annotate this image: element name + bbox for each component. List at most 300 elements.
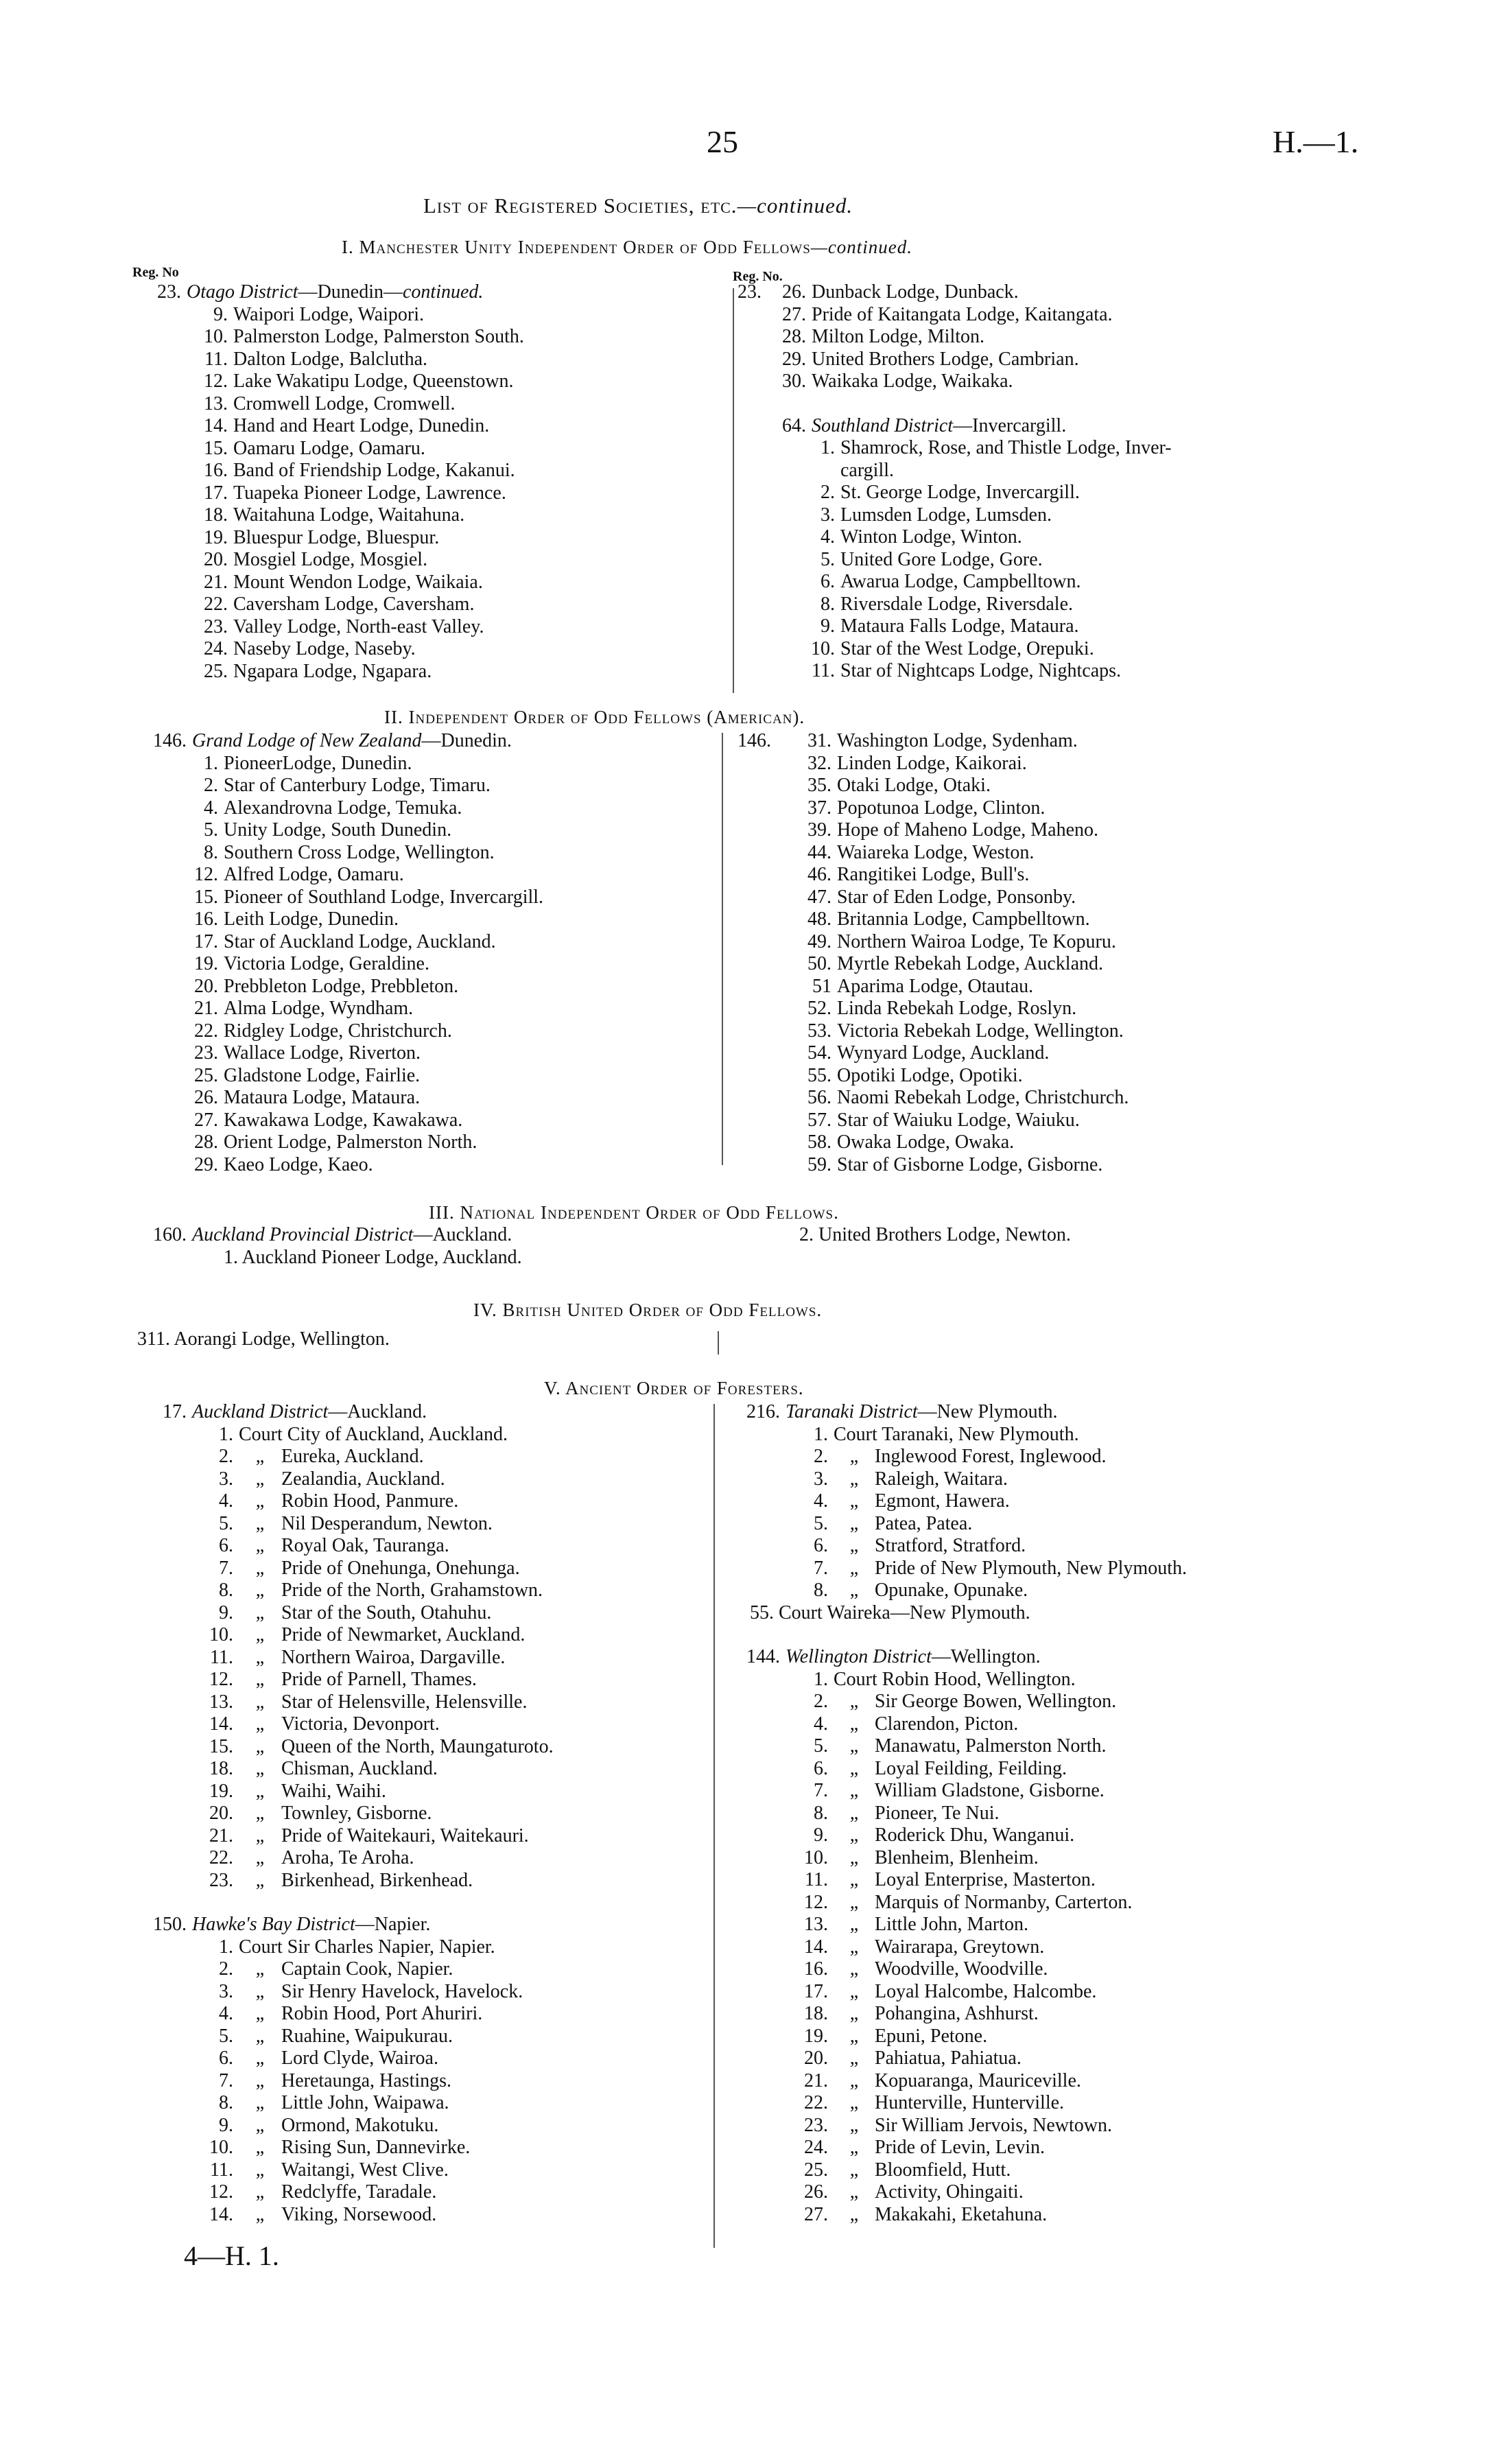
item-number: 26. <box>782 281 806 303</box>
item-text: Alma Lodge, Wyndham. <box>224 998 414 1019</box>
item-text: Ngapara Lodge, Ngapara. <box>233 660 432 682</box>
list-item <box>130 415 734 438</box>
ditto-mark: „ <box>849 1891 859 1913</box>
district-town: —Napier. <box>355 1914 431 1935</box>
list-item <box>137 908 727 931</box>
item-text: Little John, Marton. <box>875 1914 1028 1935</box>
item-text: Lake Wakatipu Lodge, Queenstown. <box>233 371 514 392</box>
item-number: 50. <box>807 953 831 974</box>
item-text: Star of Gisborne Lodge, Gisborne. <box>837 1153 1103 1175</box>
item-text: Epuni, Petone. <box>875 2025 988 2047</box>
reg-number: 144. <box>746 1646 780 1667</box>
ditto-mark: „ <box>849 2181 859 2203</box>
list-item <box>737 1131 1355 1154</box>
ditto-mark: „ <box>849 1557 859 1579</box>
item-number: 28. <box>194 1131 218 1153</box>
item-number: 24. <box>204 638 228 659</box>
list-item <box>737 1824 1355 1847</box>
item-number: 23. <box>204 615 228 637</box>
list-item <box>737 304 1355 327</box>
list-item <box>737 1713 1355 1736</box>
ditto-mark: „ <box>849 2069 859 2091</box>
item-number: 22. <box>209 1847 233 1868</box>
list-item <box>137 2159 720 2182</box>
item-text: Ruahine, Waipukurau. <box>281 2025 453 2047</box>
district-heading <box>137 1401 720 1424</box>
item-text: Activity, Ohingaiti. <box>875 2181 1024 2203</box>
list-item <box>737 1691 1355 1713</box>
list-item <box>137 1758 720 1781</box>
item-text: Mataura Lodge, Mataura. <box>224 1087 421 1108</box>
district-name: Taranaki District <box>786 1401 918 1422</box>
list-item <box>737 549 1355 572</box>
item-text: Alfred Lodge, Oamaru. <box>224 864 404 885</box>
list-item <box>130 504 734 527</box>
list-item <box>737 349 1355 371</box>
ditto-mark: „ <box>849 2137 859 2158</box>
item-text: Sir George Bowen, Wellington. <box>875 1691 1117 1712</box>
item-number: 14. <box>209 1713 233 1735</box>
list-item <box>137 2048 720 2070</box>
item-text: Little John, Waipawa. <box>281 2092 449 2113</box>
item-text: Wynyard Lodge, Auckland. <box>837 1042 1050 1064</box>
district-heading <box>737 1646 1355 1669</box>
list-item <box>130 393 734 416</box>
item-text: Pioneer of Southland Lodge, Invercargill. <box>224 886 544 908</box>
list-item <box>137 2092 720 2115</box>
ditto-mark: „ <box>849 1713 859 1735</box>
item-text: Heretaunga, Hastings. <box>281 2069 452 2091</box>
reg-number: 64. <box>782 414 806 436</box>
ditto-mark: „ <box>255 2203 265 2225</box>
list-item <box>137 1981 720 2004</box>
reg-number: 17. <box>163 1401 187 1422</box>
item-number: 26. <box>194 1087 218 1108</box>
list-item <box>737 504 1355 527</box>
ditto-mark: „ <box>255 1580 265 1601</box>
ditto-mark: „ <box>849 1735 859 1757</box>
item-number: 1. <box>204 752 218 774</box>
list-item <box>737 2092 1355 2115</box>
list-item <box>799 1224 1348 1247</box>
item-text: Pride of Onehunga, Onehunga. <box>281 1557 520 1579</box>
list-item <box>130 438 734 460</box>
item-number: 12. <box>209 2181 233 2203</box>
ditto-mark: „ <box>849 1691 859 1712</box>
list-item <box>737 753 1355 775</box>
item-number: 5. <box>821 548 835 570</box>
item-number: 2. <box>814 1691 828 1712</box>
item-number: 48. <box>807 908 831 930</box>
item-number: 5. <box>204 819 218 841</box>
item-number: 23. <box>804 2114 828 2136</box>
ditto-mark: „ <box>849 1446 859 1467</box>
reg-no-label-right: Reg. No. <box>733 269 783 284</box>
list-item <box>737 1869 1355 1892</box>
item-text: Pride of Parnell, Thames. <box>281 1669 477 1690</box>
item-number: 14. <box>204 415 228 436</box>
item-number: 9. <box>219 1601 233 1623</box>
item-number: 22. <box>804 2092 828 2113</box>
item-text: Washington Lodge, Sydenham. <box>837 730 1078 751</box>
list-item <box>137 2026 720 2048</box>
item-text: Loyal Halcombe, Halcombe. <box>875 1980 1097 2002</box>
ditto-mark: „ <box>255 1490 265 1512</box>
ditto-mark: „ <box>849 1914 859 1935</box>
reg-number: 216. <box>746 1401 780 1422</box>
item-number: 57. <box>807 1109 831 1131</box>
reg-number: 160. <box>153 1224 187 1245</box>
item-text: Alexandrovna Lodge, Temuka. <box>224 797 462 819</box>
item-text: Star of the South, Otahuhu. <box>281 1601 492 1623</box>
list-item <box>130 549 734 572</box>
section-2-left-column <box>137 730 727 1176</box>
item-number: 3. <box>219 1468 233 1490</box>
ditto-mark: „ <box>849 2114 859 2136</box>
ditto-mark: „ <box>255 1446 265 1467</box>
item-text: Patea, Patea. <box>875 1512 973 1534</box>
ditto-mark: „ <box>849 1580 859 1601</box>
item-text: Aroha, Te Aroha. <box>281 1847 414 1868</box>
item-number: 12. <box>194 864 218 885</box>
list-item <box>137 775 727 797</box>
item-text: Pride of Levin, Levin. <box>875 2137 1046 2158</box>
list-item <box>137 1713 720 1736</box>
item-text: Pahiatua, Pahiatua. <box>875 2048 1022 2069</box>
item-text: Caversham Lodge, Caversham. <box>233 594 475 615</box>
list-item <box>737 1735 1355 1758</box>
list-item <box>130 304 734 327</box>
item-text: Kawakawa Lodge, Kawakawa. <box>224 1109 463 1131</box>
item-text: Star of Waiuku Lodge, Waiuku. <box>837 1109 1080 1131</box>
item-text: Bloomfield, Hutt. <box>875 2159 1011 2181</box>
item-number: 52. <box>807 998 831 1019</box>
item-text: Star of Helensville, Helensville. <box>281 1691 528 1713</box>
item-number: 18. <box>804 2003 828 2024</box>
list-item <box>130 616 734 639</box>
list-item <box>737 526 1355 549</box>
item-number: 51 <box>812 975 831 997</box>
list-item <box>137 1624 720 1647</box>
list-item <box>137 1647 720 1669</box>
item-number: 6. <box>814 1757 828 1779</box>
list <box>737 1446 1355 1602</box>
list-item <box>137 1958 720 1981</box>
district-name: Auckland District <box>192 1401 329 1422</box>
item-text: Star of Nightcaps Lodge, Nightcaps. <box>840 660 1122 681</box>
item-text: Orient Lodge, Palmerston North. <box>224 1131 477 1153</box>
reg-number: 23. <box>157 281 181 303</box>
item-text: St. George Lodge, Invercargill. <box>840 482 1080 503</box>
ditto-mark: „ <box>849 2025 859 2047</box>
item-text: Waipori Lodge, Waipori. <box>233 303 425 325</box>
page-title <box>423 193 853 218</box>
item-text: Pride of Waitekauri, Waitekauri. <box>281 1824 529 1846</box>
ditto-mark: „ <box>849 1980 859 2002</box>
list-item <box>737 887 1355 909</box>
item-number: 12. <box>804 1891 828 1913</box>
item-text: Eureka, Auckland. <box>281 1446 424 1467</box>
item-number: 19. <box>804 2025 828 2047</box>
item-number: 4. <box>219 2003 233 2024</box>
list-item <box>137 1154 727 1177</box>
item-number: 1. <box>821 437 835 458</box>
list-item <box>130 527 734 550</box>
item-text: Owaka Lodge, Owaka. <box>837 1131 1015 1153</box>
item-text: Hunterville, Hunterville. <box>875 2092 1065 2113</box>
ditto-mark: „ <box>849 2092 859 2113</box>
list-item <box>737 797 1355 820</box>
item-number: 23. <box>209 1869 233 1891</box>
list-item <box>737 1847 1355 1870</box>
item-number: 12. <box>209 1669 233 1690</box>
item-number: 5. <box>814 1735 828 1757</box>
district-heading <box>137 1914 720 1936</box>
item-number: 11. <box>204 348 228 370</box>
list-item <box>137 1247 727 1269</box>
item-number: 14. <box>804 1936 828 1958</box>
item-number: 20. <box>804 2048 828 2069</box>
item-text: Zealandia, Auckland. <box>281 1468 445 1490</box>
item-text: Kaeo Lodge, Kaeo. <box>224 1153 373 1175</box>
item-text: Opunake, Opunake. <box>875 1580 1028 1601</box>
page-title-text: List of Registered Societies, etc. <box>423 193 737 218</box>
list-item <box>737 819 1355 842</box>
item-text: Aparima Lodge, Otautau. <box>837 975 1034 997</box>
item-text: Raleigh, Waitara. <box>875 1468 1008 1490</box>
item-text: Rising Sun, Dannevirke. <box>281 2137 471 2158</box>
item-number: 47. <box>807 886 831 908</box>
list-item <box>737 1914 1355 1936</box>
item-number: 13. <box>209 1691 233 1713</box>
ditto-mark: „ <box>255 1780 265 1802</box>
list-item <box>737 730 1355 753</box>
list-item <box>737 1110 1355 1132</box>
item-number: 13. <box>204 392 228 414</box>
ditto-mark: „ <box>255 1824 265 1846</box>
item-text: Court Robin Hood, Wellington. <box>834 1668 1076 1690</box>
item-number: 7. <box>219 1557 233 1579</box>
item-number: 19. <box>204 526 228 548</box>
list-item <box>737 2159 1355 2182</box>
item-text: Blenheim, Blenheim. <box>875 1846 1039 1868</box>
item-text: Chisman, Auckland. <box>281 1758 438 1779</box>
item-text: Waiareka Lodge, Weston. <box>837 841 1035 863</box>
item-text: Sir Henry Havelock, Havelock. <box>281 1980 523 2002</box>
list-item <box>137 864 727 887</box>
item-number: 4. <box>821 526 835 548</box>
item-number: 21. <box>209 1824 233 1846</box>
item-number: 19. <box>209 1780 233 1802</box>
ditto-mark: „ <box>849 1936 859 1958</box>
list-item <box>737 1936 1355 1959</box>
item-number: 8. <box>821 593 835 615</box>
ditto-mark: „ <box>255 1535 265 1556</box>
list-item <box>137 797 727 820</box>
item-text: Milton Lodge, Milton. <box>812 326 984 347</box>
item-number: 10. <box>804 1846 828 1868</box>
list-item <box>137 1131 727 1154</box>
item-text: Rangitikei Lodge, Bull's. <box>837 864 1030 885</box>
reg-number: 146. <box>737 730 771 751</box>
ditto-mark: „ <box>255 1958 265 1980</box>
item-text: Queen of the North, Maungaturoto. <box>281 1735 554 1757</box>
item-number: 3. <box>821 504 835 526</box>
list-item <box>130 326 734 349</box>
list-item <box>137 1087 727 1110</box>
section-2-right-column <box>737 730 1355 1176</box>
item-text: Manawatu, Palmerston North. <box>875 1735 1107 1757</box>
section-1-left-column <box>130 281 734 683</box>
ditto-mark: „ <box>255 1646 265 1668</box>
item-text: Loyal Feilding, Feilding. <box>875 1757 1067 1779</box>
item-text: Marquis of Normanby, Carterton. <box>875 1891 1133 1913</box>
list-item <box>137 1468 720 1491</box>
list-item <box>737 437 1355 460</box>
item-number: 3. <box>814 1468 828 1490</box>
list-item <box>137 953 727 976</box>
section-2-heading: II. Independent Order of Odd Fellows (American). <box>384 707 805 727</box>
ditto-mark: „ <box>255 1735 265 1757</box>
item-number: 10. <box>204 326 228 347</box>
item-number: 15. <box>209 1735 233 1757</box>
ditto-mark: „ <box>255 1601 265 1623</box>
item-number: 46. <box>807 864 831 885</box>
item-number: 4. <box>204 797 218 819</box>
item-text: PioneerLodge, Dunedin. <box>224 752 412 774</box>
ditto-mark: „ <box>255 1691 265 1713</box>
list-item <box>137 1580 720 1602</box>
item-number: 22. <box>204 594 228 615</box>
item-number: 17. <box>804 1980 828 2002</box>
list-item <box>137 887 727 909</box>
list-item <box>737 2115 1355 2137</box>
item-number: 15. <box>204 437 228 459</box>
item-text: Gladstone Lodge, Fairlie. <box>224 1064 421 1086</box>
item-text: Pride of New Plymouth, New Plymouth. <box>875 1557 1187 1579</box>
item-number: 23. <box>194 1042 218 1064</box>
section-1-heading-cont: —continued. <box>810 237 913 257</box>
list-item <box>737 1803 1355 1825</box>
section-5-heading: V. Ancient Order of Foresters. <box>544 1378 804 1398</box>
list-item <box>137 1020 727 1043</box>
list <box>737 1691 1355 2226</box>
item-number: 56. <box>807 1087 831 1108</box>
ditto-mark: „ <box>849 1757 859 1779</box>
item-text: Dunback Lodge, Dunback. <box>812 281 1019 303</box>
reg-number: 146. <box>153 730 187 751</box>
list-item-continuation <box>737 460 1355 482</box>
column-divider <box>722 733 723 1165</box>
item-number: 29. <box>782 348 806 370</box>
item-text: Lord Clyde, Wairoa. <box>281 2048 438 2069</box>
item-number: 4. <box>219 1490 233 1512</box>
list-item <box>137 2115 720 2137</box>
item-number: 11. <box>812 660 835 681</box>
district-name: Wellington District <box>786 1646 932 1667</box>
list-item <box>137 1825 720 1848</box>
item-text: 2. United Brothers Lodge, Newton. <box>799 1224 1071 1245</box>
item-text: Otaki Lodge, Otaki. <box>837 775 991 796</box>
item-text: Pohangina, Ashhurst. <box>875 2003 1039 2024</box>
list <box>137 753 727 1177</box>
item-text: Linden Lodge, Kaikorai. <box>837 752 1027 774</box>
item-text: Woodville, Woodville. <box>875 1958 1048 1980</box>
item-text: United Gore Lodge, Gore. <box>840 548 1043 570</box>
item-number: 27. <box>782 303 806 325</box>
item-number: 8. <box>219 1580 233 1601</box>
section-4-left-column <box>137 1328 727 1351</box>
item-number: 9. <box>213 303 228 325</box>
item-text: Wairarapa, Greytown. <box>875 1936 1045 1958</box>
list-item <box>130 638 734 661</box>
item-number: 58. <box>807 1131 831 1153</box>
list-item <box>737 1446 1355 1468</box>
list-item <box>737 2048 1355 2070</box>
list-item <box>737 1042 1355 1065</box>
item-text: Kopuaranga, Mauriceville. <box>875 2069 1081 2091</box>
reg-number: 150. <box>153 1914 187 1935</box>
item-text: Robin Hood, Port Ahuriri. <box>281 2003 483 2024</box>
item-text: Star of the West Lodge, Orepuki. <box>840 637 1094 659</box>
list-item <box>137 842 727 865</box>
item-text: Band of Friendship Lodge, Kakanui. <box>233 460 515 481</box>
list-item <box>737 931 1355 954</box>
item-number: 53. <box>807 1020 831 1042</box>
item-text: United Brothers Lodge, Cambrian. <box>812 348 1079 370</box>
district-town: —Wellington. <box>931 1646 1041 1667</box>
list-item <box>137 1803 720 1825</box>
list-item <box>137 1328 727 1351</box>
item-text: Viking, Norsewood. <box>281 2203 437 2225</box>
item-text: Tuapeka Pioneer Lodge, Lawrence. <box>233 482 506 504</box>
item-number: 10. <box>209 2137 233 2158</box>
item-number: 55. <box>807 1064 831 1086</box>
ditto-mark: „ <box>849 1490 859 1512</box>
ditto-mark: „ <box>255 2114 265 2136</box>
item-number: 32. <box>807 752 831 774</box>
item-text: Court City of Auckland, Auckland. <box>239 1423 508 1445</box>
ditto-mark: „ <box>255 1980 265 2002</box>
item-text: Waitangi, West Clive. <box>281 2159 449 2181</box>
item-number: 54. <box>807 1042 831 1064</box>
ditto-mark: „ <box>255 2003 265 2024</box>
list-item <box>737 976 1355 998</box>
district-town: —New Plymouth. <box>917 1401 1058 1422</box>
list-item <box>137 1424 720 1446</box>
item-number: 6. <box>821 571 835 592</box>
ditto-mark: „ <box>255 1468 265 1490</box>
list-item <box>737 660 1355 683</box>
section-1-right-column <box>737 281 1355 683</box>
ditto-mark: „ <box>255 2069 265 2091</box>
item-text: 55. Court Waireka—New Plymouth. <box>750 1601 1030 1623</box>
ditto-mark: „ <box>849 2159 859 2181</box>
item-number: 11. <box>210 2159 233 2181</box>
list-item <box>737 2137 1355 2159</box>
list-item <box>737 1424 1355 1446</box>
item-text: William Gladstone, Gisborne. <box>875 1780 1105 1801</box>
item-text: Leith Lodge, Dunedin. <box>224 908 399 930</box>
item-number: 12. <box>204 371 228 392</box>
district-name: Auckland Provincial District <box>192 1224 414 1245</box>
item-text: Awarua Lodge, Campbelltown. <box>840 571 1081 592</box>
item-number: 11. <box>210 1646 233 1668</box>
item-text: Naseby Lodge, Naseby. <box>233 638 416 659</box>
list-item <box>737 1669 1355 1691</box>
district-name: Hawke's Bay District <box>192 1914 355 1935</box>
item-text: Captain Cook, Napier. <box>281 1958 453 1980</box>
